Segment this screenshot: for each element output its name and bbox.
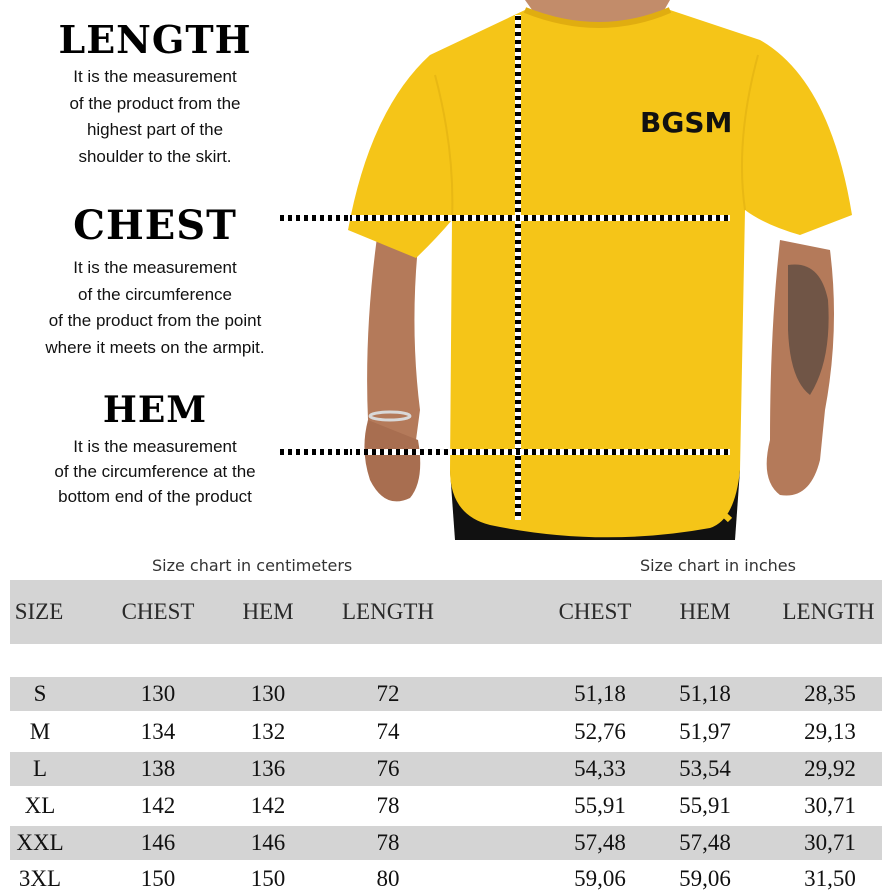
cm-caption: Size chart in centimeters (152, 556, 353, 575)
table-row: L 138 136 76 54,33 53,54 29,92 (10, 752, 882, 786)
hem-title: HEM (102, 389, 208, 431)
tshirt-illustration (340, 0, 896, 540)
inch-caption: Size chart in inches (640, 556, 796, 575)
header-cm-hem: HEM (242, 599, 294, 624)
chest-description: It is the measurement of the circumference of the product from the point where it meets on the armpit. (45, 258, 265, 357)
length-title: LENGTH (58, 17, 252, 62)
header-cm-length: LENGTH (342, 599, 434, 624)
length-section (40, 18, 270, 170)
measure-line-extensions (280, 212, 350, 462)
header-in-length: LENGTH (782, 599, 875, 624)
header-size: SIZE (14, 599, 64, 624)
tshirt-photo (340, 0, 896, 540)
table-row: S 130 130 72 51,18 51,18 28,35 (10, 677, 882, 711)
table-row: XL 142 142 78 55,91 55,91 30,71 (24, 793, 856, 818)
length-measure-line (515, 15, 521, 520)
table-row: M 134 132 74 52,76 51,97 29,13 (29, 719, 856, 744)
header-cm-chest: CHEST (121, 599, 195, 624)
shirt-logo-text: BGSM (640, 106, 733, 139)
header-in-hem: HEM (679, 599, 731, 624)
hem-measure-line (340, 449, 730, 455)
table-row: 3XL 150 150 80 59,06 59,06 31,50 (18, 866, 856, 891)
header-in-chest: CHEST (558, 599, 632, 624)
length-description: It is the measurement of the product from the highest part of the shoulder to the skirt. (69, 67, 241, 166)
chest-section (20, 203, 290, 361)
hem-description: It is the measurement of the circumference at the bottom end of the product (54, 437, 256, 506)
chest-title: CHEST (73, 202, 237, 249)
table-row: XXL 146 146 78 57,48 57,48 30,71 (10, 826, 882, 860)
table-header (10, 580, 882, 644)
chest-measure-line (340, 215, 730, 221)
hem-section (35, 390, 275, 509)
